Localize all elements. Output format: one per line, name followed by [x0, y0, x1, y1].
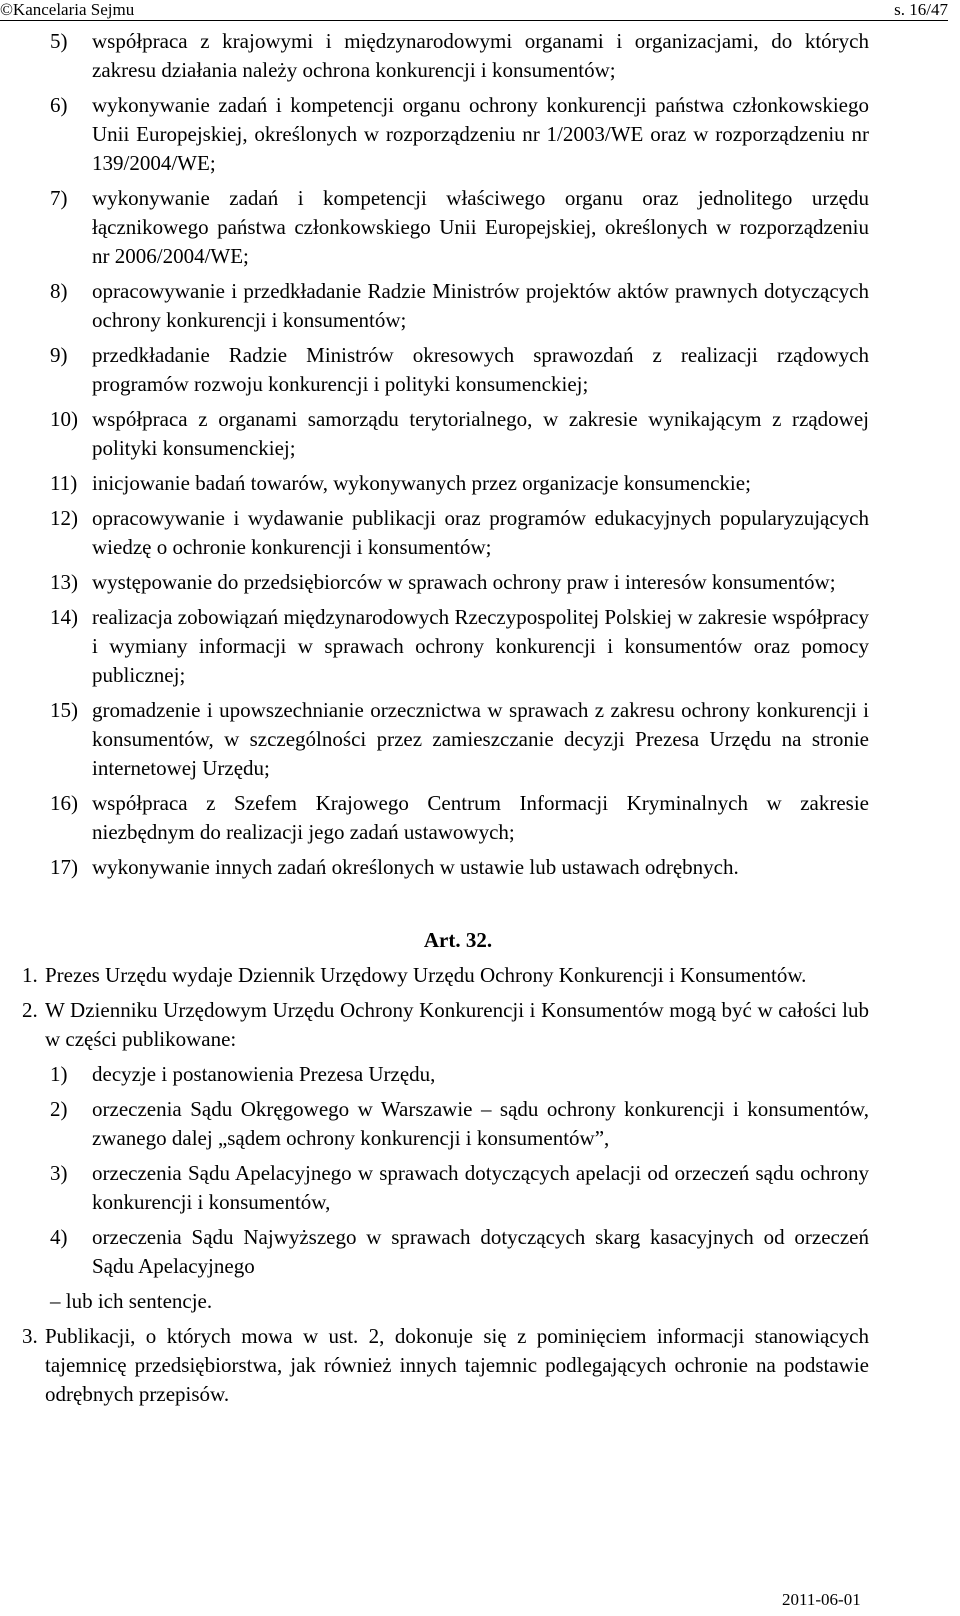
list-item-number: 7): [50, 186, 68, 210]
list-item-number: 17): [50, 855, 78, 879]
list-item-text: występowanie do przedsiębiorców w sprawach ochrony praw i interesów konsumentów;: [92, 570, 836, 594]
list-item: [0, 1060, 869, 1089]
publication-list: [0, 1060, 960, 1281]
list-item: [0, 405, 869, 463]
list-item-number: 14): [50, 605, 78, 629]
document-body: [0, 27, 960, 1415]
list-item-number: 5): [50, 29, 68, 53]
page-number: s. 16/47: [894, 0, 948, 19]
list-item-number: 4): [50, 1225, 68, 1249]
list-item: [0, 1159, 869, 1217]
list-item: [0, 853, 869, 882]
paragraph-1: [0, 961, 869, 990]
paragraph-number: 2.: [22, 998, 38, 1022]
list-item: [0, 469, 869, 498]
page-header: [0, 0, 948, 20]
list-item-text: orzeczenia Sądu Najwyższego w sprawach dotyczących skarg kasacyjnych od orzeczeń Sądu Apelacyjnego: [92, 1225, 869, 1278]
paragraph-number: 3.: [22, 1324, 38, 1348]
paragraph-text: Publikacji, o których mowa w ust. 2, dokonuje się z pominięciem informacji stanowiących tajemnicę przedsiębiorstwa, jak również innych tajemnic podlegających ochronie na podstawie odrębnych przepisów.: [45, 1324, 869, 1406]
list-item-number: 1): [50, 1062, 68, 1086]
list-item-text: wykonywanie innych zadań określonych w ustawie lub ustawach odrębnych.: [92, 855, 739, 879]
list-item: [0, 1223, 869, 1281]
list-item-number: 13): [50, 570, 78, 594]
list-item-text: współpraca z Szefem Krajowego Centrum Informacji Kryminalnych w zakresie niezbędnym do realizacji jego zadań ustawowych;: [92, 791, 869, 844]
list-item-text: opracowywanie i wydawanie publikacji oraz programów edukacyjnych popularyzujących wiedzę o ochronie konkurencji i konsumentów;: [92, 506, 869, 559]
list-item-number: 3): [50, 1161, 68, 1185]
list-item: [0, 1095, 869, 1153]
list-item-number: 9): [50, 343, 68, 367]
list-item: [0, 91, 869, 178]
list-item: [0, 696, 869, 783]
list-item-text: realizacja zobowiązań międzynarodowych Rzeczypospolitej Polskiej w zakresie współpracy i wymiany informacji w sprawach ochrony konkurencji i konsumentów oraz pomocy publicznej;: [92, 605, 869, 687]
article-title: Art. 32.: [423, 928, 493, 952]
list-item-text: współpraca z krajowymi i międzynarodowymi organami i organizacjami, do których zakresu działania należy ochrona konkurencji i konsumentów;: [92, 29, 869, 82]
list-item: [0, 789, 869, 847]
tasks-list: [0, 27, 960, 882]
list-item-number: 15): [50, 698, 78, 722]
list-item: [0, 504, 869, 562]
list-item-number: 2): [50, 1097, 68, 1121]
list-item-text: orzeczenia Sądu Okręgowego w Warszawie – sądu ochrony konkurencji i konsumentów, zwanego dalej „sądem ochrony konkurencji i konsumentów”,: [92, 1097, 869, 1150]
document-date: 2011-06-01: [782, 1590, 861, 1609]
list-item: [0, 568, 869, 597]
list-item-text: decyzje i postanowienia Prezesa Urzędu,: [92, 1062, 436, 1086]
list-item-text: przedkładanie Radzie Ministrów okresowych sprawozdań z realizacji rządowych programów rozwoju konkurencji i polityki konsumenckiej;: [92, 343, 869, 396]
paragraph-2: [0, 996, 869, 1054]
list-item-number: 11): [50, 471, 78, 495]
paragraph-3: [0, 1322, 869, 1409]
list-item-text: gromadzenie i upowszechnianie orzecznictwa w sprawach z zakresu ochrony konkurencji i konsumentów, w szczególności przez zamieszczanie decyzji Prezesa Urzędu na stronie internetowej Urzędu;: [92, 698, 869, 780]
list-item-number: 6): [50, 93, 68, 117]
list-item: [0, 603, 869, 690]
list-item-number: 10): [50, 407, 78, 431]
list-item-number: 16): [50, 791, 78, 815]
header-source: ©Kancelaria Sejmu: [0, 0, 135, 19]
list-item-text: wykonywanie zadań i kompetencji organu ochrony konkurencji państwa członkowskiego Unii Europejskiej, określonych w rozporządzeniu nr 1/2003/WE oraz w rozporządzeniu nr 139/2004/WE;: [92, 93, 869, 175]
list-item-text: orzeczenia Sądu Apelacyjnego w sprawach dotyczących apelacji od orzeczeń sądu ochrony konkurencji i konsumentów,: [92, 1161, 869, 1214]
list-item: [0, 184, 869, 271]
list-item-text: opracowywanie i przedkładanie Radzie Ministrów projektów aktów prawnych dotyczących ochrony konkurencji i konsumentów;: [92, 279, 869, 332]
list-item: [0, 27, 869, 85]
list-item: [0, 341, 869, 399]
list-item-text: współpraca z organami samorządu terytorialnego, w zakresie wynikającym z rządowej polityki konsumenckiej;: [92, 407, 869, 460]
paragraph-2-tail: – lub ich sentencje.: [50, 1289, 213, 1313]
paragraph-number: 1.: [22, 963, 38, 987]
list-item-number: 12): [50, 506, 78, 530]
paragraph-text: Prezes Urzędu wydaje Dziennik Urzędowy Urzędu Ochrony Konkurencji i Konsumentów.: [45, 963, 807, 987]
list-item-text: wykonywanie zadań i kompetencji właściwego organu oraz jednolitego urzędu łącznikowego państwa członkowskiego Unii Europejskiej, określonych w rozporządzeniu nr 2006/2004/WE;: [92, 186, 869, 268]
paragraph-text: W Dzienniku Urzędowym Urzędu Ochrony Konkurencji i Konsumentów mogą być w całości lub w części publikowane:: [45, 998, 869, 1051]
list-item: [0, 277, 869, 335]
list-item-text: inicjowanie badań towarów, wykonywanych przez organizacje konsumenckie;: [92, 471, 751, 495]
list-item-number: 8): [50, 279, 68, 303]
